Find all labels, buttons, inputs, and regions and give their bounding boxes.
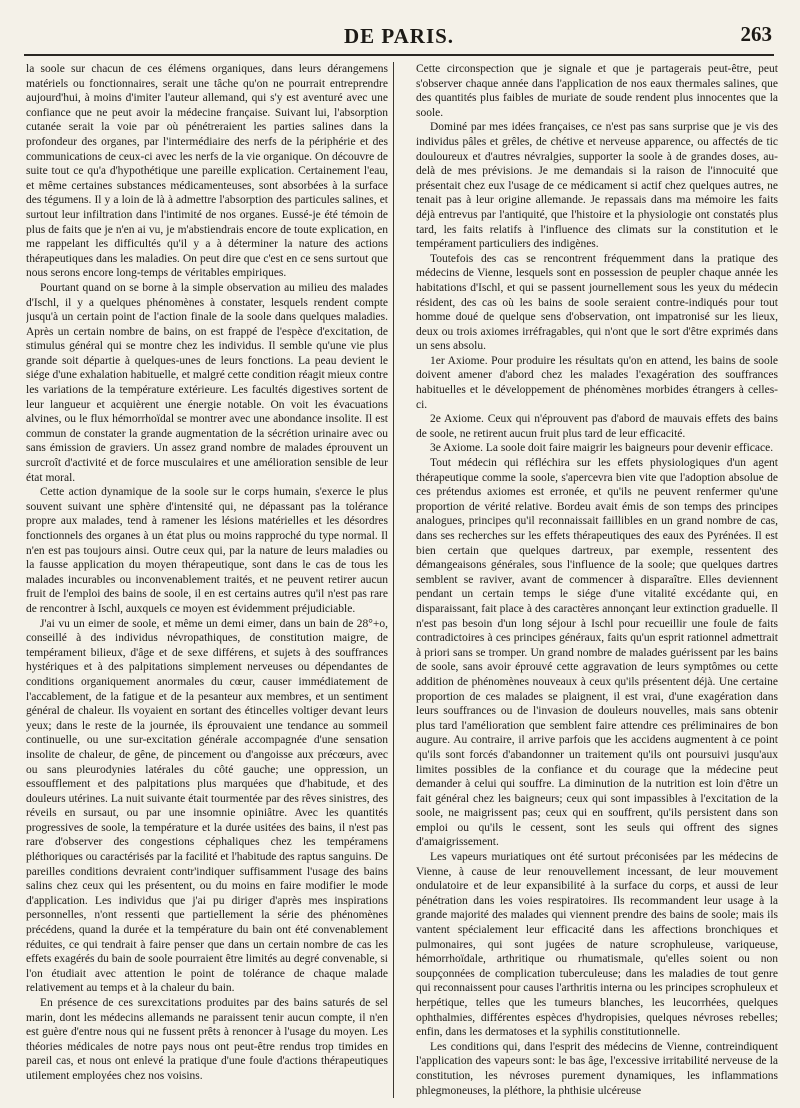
paragraph: Pourtant quand on se borne à la simple observation au milieu des malades d'Ischl, il y a quelques phénomènes à constater, lesquels rendent compte jusqu'à un certain point de l'action finale de la soole dans quelques maladies. Après un certain nombre de bains, on est frappé de l'espèce d'excitation, de stimulus général qui se montre chez les individus. Il semble qu'une vie plus grande soit départie à quelques-unes de leurs fonctions. La peau devient le siége d'une exhalation habituelle, et malgré cette condition réagit mieux contre les variations de la température extérieure. Les facultés digestives sortent de leur langueur et acquièrent une énergie notable. On voit les évacuations alvines, ou le flux hémorrhoïdal se montrer avec une abondance insolite. Il est commun de constater la grande augmentation de la sécrétion urinaire avec ou sans émission de graviers. Un assez grand nombre de malades éprouvent un surcroît d'activité et de force musculaires et une amélioration sensible de leur état moral. (26, 281, 388, 484)
axiom-1: 1er Axiome. Pour produire les résultats qu'on en attend, les bains de soole doivent amener d'abord chez les malades l'exagération des souffrances habituelles et le développement de phénomènes morbides étrangers à celles-ci. (416, 354, 778, 411)
paragraph: Dominé par mes idées françaises, ce n'est pas sans surprise que je vis des individus pâles et grêles, de chétive et nerveuse apparence, ou affectés de tic douloureux et d'autres névralgies, supporter la soole à de grandes doses, au-delà de mes prévisions. Je me demandais si la raison de l'innocuité que présentait chez eux l'usage de ce médicament si actif chez quelques autres, ne tenait pas à leur origine allemande. Je repassais dans ma mémoire les faits déjà entrevus par l'antiquité, que l'histoire et la physiologie ont constatés plus tard, les faits relatifs à l'influence des climats sur la constitution et le tempérament particuliers des indigènes. (416, 121, 778, 251)
left-column (26, 62, 388, 1102)
paragraph: la soole sur chacun de ces élémens organiques, dans leurs dérangemens matériels ou fonctionnaires, serait une tâche qu'on ne pourrait entreprendre aujourd'hui, à moins d'imiter l'auteur allemand, qui s'y est aventuré avec une confiance que ne peut avoir la médecine française. Suivant lui, l'absorption cutanée serait la voie par où pénétreraient les parties salines dans la profondeur des organes, par l'intermédiaire des nerfs de la périphérie et des communications de ceux-ci avec les nerfs de la vie organique. On découvre de suite tout ce qu'a d'hypothétique une pareille explication. Certainement l'eau, et même certaines substances médicamenteuses, sont absorbées à la surface des tégumens. Il y a loin de là à admettre l'absorption des particules salines, et surtout leur infiltration dans l'intimité de nos organes. Eussé-je été témoin de plus de faits que je n'en ai vu, je m'abstiendrais encore de toute explication, en me rappelant les difficultés qu'il y a à déterminer la nature des actions thérapeutiques dans les maladies. On peut dire que c'est en ce sens surtout que nous serons encore long-temps de véritables empiriques. (26, 63, 388, 280)
paragraph: Tout médecin qui réfléchira sur les effets physiologiques d'un agent thérapeutique comme la soole, s'apercevra bien vite que l'adoption absolue de ces prétendus axiomes est erronée, et qu'ils ne peuvent renfermer qu'une proportion de vérité relative. Bordeu avait émis de son temps des principes analogues, principes qu'il reconnaissait faillibles en un grand nombre de cas, dans ses recherches sur les effets thérapeutiques des eaux des Pyrénées. Il est bien certain que quelques dartreux, par exemple, ressentent des démangeaisons générales, sous l'influence de la soole; que quelques dartres semblent se raviver, avant de commencer à disparaître. Elles deviennent pendant un certain temps le siége d'une vitalité excédante qui, en disparaissant, fait place à des caractères annonçant leur extinction graduelle. Il n'est pas besoin d'un long séjour à Ischl pour recueillir une foule de faits contradictoires à ces principes généraux, faits qu'un esprit rationnel admettrait à priori sans se tromper. Un grand nombre de malades guérissent par les bains de soole, sans avoir éprouvé cette aggravation de leurs symptômes ou cette addition de phénomènes nouveaux à ceux qu'ils présentent déjà. Une certaine proportion de ces malades se plaignent, il est vrai, d'une exagération dans leurs souffrances ou de l'invasion de douleurs nouvelles, mais sans obtenir plus tard l'amélioration que semblent faire attendre ces préliminaires de bon augure. Au contraire, il arrive parfois que les accidens augmentent à ce point qu'ils sont forcés d'abandonner un traitement qu'ils ont poursuivi jusqu'aux limites possibles de la confiance et du courage que la médecine peut demander à celui qui souffre. La diminution de la nutrition est loin d'être un fait général chez les baigneurs; ceux qui sont impassibles à l'excitation de la soole, ne maigrissent pas; ceux qui en souffrent, qu'ils persistent dans son emploi ou qu'ils le cessent, sont les seuls qui offrent des signes d'amaigrissement. (416, 457, 778, 849)
paragraph: Les vapeurs muriatiques ont été surtout préconisées par les médecins de Vienne, à cause de leur renouvellement incessant, de leur mouvement ondulatoire et de leur expansibilité à la surface du corps, et aussi de leur pénétration dans les voies respiratoires. Ils recommandent leur usage à la grande majorité des malades qui viennent prendre des bains de soole; mais ils vantent spécialement leur efficacité dans les affections bronchiques et pulmonaires, qui sont jugées de nature scrophuleuse, variqueuse, hémorrhoïdale, arthritique ou rhumatismale, qu'elles soient ou non soupçonnées de complication tuberculeuse; dans les maladies de tout genre qui reconnaissent pour causes l'arthritis interna ou les principes scrophuleux et herpétique, telles que les tumeurs blanches, les leucorrhées, quelques ophthalmies, différentes espèces d'hydropisies, quelques névroses rebelles; enfin, dans les dermatoses et la syphilis constitutionnelle. (416, 851, 778, 1039)
page-number: 263 (740, 22, 772, 46)
page-title: DE PARIS. (343, 24, 455, 48)
page-header (24, 18, 774, 56)
paragraph: Cette circonspection que je signale et que je partagerais peut-être, peut s'observer chaque année dans l'application de nos eaux thermales salines, que des quantités plus faibles de muriate de soude rendent plus innocentes que la soole. (416, 63, 778, 119)
paragraph: Toutefois des cas se rencontrent fréquemment dans la pratique des médecins de Vienne, lesquels sont en possession de peupler chaque année les habitations d'Ischl, et qui se passent journellement sous les yeux du médecin résident, des cas où les bains de soole seraient contre-indiqués pour tout homme doué de quelque sens d'observation, ont impatronisé sur les lieux, deux ou trois axiomes irréfragables, qui n'ont que le sort d'être exprimés dans un sens absolu. (416, 252, 778, 353)
paragraph: Cette action dynamique de la soole sur le corps humain, s'exerce le plus souvent suivant une sphère d'intensité qui, ne dépassant pas la tolérance propre aux malades, tend à ramener les lésions matérielles et les désordres fonctionnels des organes à un état plus ou moins rapproché du type normal. Il n'en est pas toujours ainsi. Outre ceux qui, par la nature de leurs maladies ou la fausse application du moyen thérapeutique, sont dans le cas de tous les malades incurables ou inconvenablement traités, et ne peuvent retirer aucun fruit de l'emploi des bains de soole, il en est certains autres qu'il n'est pas rare de rencontrer à Ischl, auxquels ce moyen est évidemment préjudiciable. (26, 486, 388, 615)
right-column (416, 62, 778, 1102)
paragraph: Les conditions qui, dans l'esprit des médecins de Vienne, contreindiquent l'application des vapeurs sont: le bas âge, l'excessive irritabilité nerveuse de la constitution, les névroses purement dynamiques, les inflammations phlegmoneuses, la pléthore, la phthisie ulcéreuse (416, 1040, 778, 1097)
paragraph: En présence de ces surexcitations produites par des bains saturés de sel marin, dont les médecins allemands ne paraissent tenir aucun compte, il n'en est guère d'entre nous qui ne fussent prêts à renoncer à l'usage du moyen. Les théories médicales de notre pays nous ont peut-être rendus trop timides en pareil cas, et nous ont enlevé la pratique d'une foule d'actions thérapeutiques utilement employées chez nos voisins. (26, 997, 388, 1082)
axiom-2: 2e Axiome. Ceux qui n'éprouvent pas d'abord de mauvais effets des bains de soole, ne retirent aucun fruit plus tard de leur efficacité. (416, 413, 778, 440)
article-columns (26, 62, 778, 1102)
paragraph: J'ai vu un eimer de soole, et même un demi eimer, dans un bain de 28°+o, conseillé à des individus névropathiques, de constitution maigre, de tempérament bilieux, d'âge et de sexe différens, et sujets à des souffrances hystériques et à des palpitations simplement nerveuses ou dépendantes de conditions organiquement anormales du cœur, causer immédiatement de l'accablement, de la fatigue et de la pesanteur aux membres, et un sentiment général de chaleur. Ils voyaient en sortant des étincelles voltiger devant leurs yeux; dans le reste de la journée, ils éprouvaient une tendance au sommeil continuelle, ou une sur-excitation générale accompagnée d'une sensation insolite de chaleur, de gêne, de pincement ou d'angoisse aux précœurs, avec ou sans pleurodynies latérales du côté gauche; une oppression, un essoufflement et des palpitations plus marquées que d'habitude, et des douleurs utérines. La nuit suivante était tourmentée par des rêves sinistres, des réveils en sursaut, ou par une insomnie opiniâtre. Avec les quantités progressives de soole, la température et la durée usitées des bains, il n'est pas rare d'observer des congestions céphaliques chez les tempéramens pléthoriques ou caractérisés par la facilité et l'habitude des raptus sanguins. De pareilles conditions devraient contr'indiquer suffisamment l'usage des bains salins chez ceux qui les présentent, ou du moins en faire modifier le mode d'application. Les individus que j'ai pu diriger d'après mes inspirations personnelles, n'ont ressenti que partiellement la série des phénomènes précédens, quand la durée et la température du bain ont été convenablement réduites, ce qui tendrait à faire penser que dans un certain nombre de cas les effets exagérés du bain de soole pourraient être limités au degré convenable, si l'on étudiait avec attention le point de tolérance de chaque malade relativement au temps et à la chaleur du bain. (26, 617, 388, 995)
axiom-3: 3e Axiome. La soole doit faire maigrir les baigneurs pour devenir efficace. (430, 442, 774, 455)
